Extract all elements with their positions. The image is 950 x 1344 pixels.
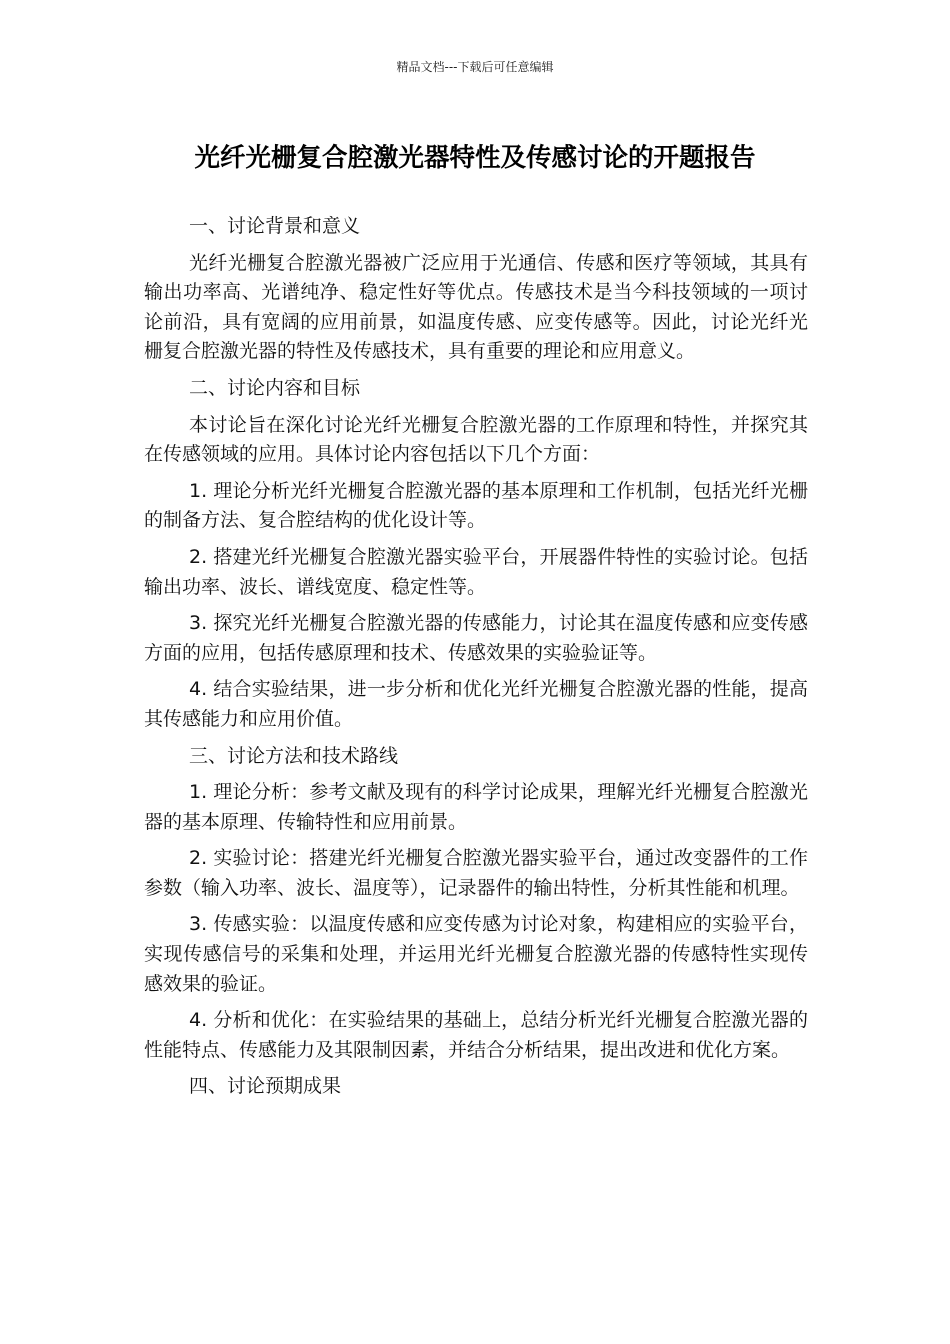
section-heading-background: 一、讨论背景和意义 xyxy=(189,215,361,237)
document-body xyxy=(144,212,808,1109)
list-item-content-1: 1. 理论分析光纤光栅复合腔激光器的基本原理和工作机制，包括光纤光栅的制备方法、复合腔结构的优化设计等。 xyxy=(144,479,808,532)
list-item-content-2: 2. 搭建光纤光栅复合腔激光器实验平台，开展器件特性的实验讨论。包括输出功率、波长、谱线宽度、稳定性等。 xyxy=(144,545,808,598)
list-item-methods-3: 3. 传感实验：以温度传感和应变传感为讨论对象，构建相应的实验平台，实现传感信号的采集和处理，并运用光纤光栅复合腔激光器的传感特性实现传感效果的验证。 xyxy=(144,913,808,995)
list-item-methods-2: 2. 实验讨论：搭建光纤光栅复合腔激光器实验平台，通过改变器件的工作参数（输入功率、波长、温度等），记录器件的输出特性，分析其性能和机理。 xyxy=(144,847,808,899)
page-title: 光纤光栅复合腔激光器特性及传感讨论的开题报告 xyxy=(194,143,756,173)
section-heading-outcomes: 四、讨论预期成果 xyxy=(189,1075,342,1098)
header-note: 精品文档---下载后可任意编辑 xyxy=(396,60,554,74)
list-item-content-4: 4. 结合实验结果，进一步分析和优化光纤光栅复合腔激光器的性能，提高其传感能力和应用价值。 xyxy=(144,678,808,730)
section-heading-content: 二、讨论内容和目标 xyxy=(189,376,361,399)
list-item-methods-4: 4. 分析和优化：在实验结果的基础上，总结分析光纤光栅复合腔激光器的性能特点、传感能力及其限制因素，并结合分析结果，提出改进和优化方案。 xyxy=(144,1009,808,1061)
list-item-content-3: 3. 探究光纤光栅复合腔激光器的传感能力，讨论其在温度传感和应变传感方面的应用，包括传感原理和技术、传感效果的实验验证等。 xyxy=(144,612,808,664)
section-heading-methods: 三、讨论方法和技术路线 xyxy=(189,744,399,767)
paragraph-background: 光纤光栅复合腔激光器被广泛应用于光通信、传感和医疗等领域，其具有输出功率高、光谱纯净、稳定性好等优点。传感技术是当今科技领域的一项讨论前沿，具有宽阔的应用前景，如温度传感、应变传感等。因此，讨论光纤光栅复合腔激光器的特性及传感技术，具有重要的理论和应用意义。 xyxy=(144,251,808,363)
paragraph-content-intro: 本讨论旨在深化讨论光纤光栅复合腔激光器的工作原理和特性，并探究其在传感领域的应用。具体讨论内容包括以下几个方面： xyxy=(144,413,808,466)
list-item-methods-1: 1. 理论分析：参考文献及现有的科学讨论成果，理解光纤光栅复合腔激光器的基本原理、传输特性和应用前景。 xyxy=(144,781,808,833)
